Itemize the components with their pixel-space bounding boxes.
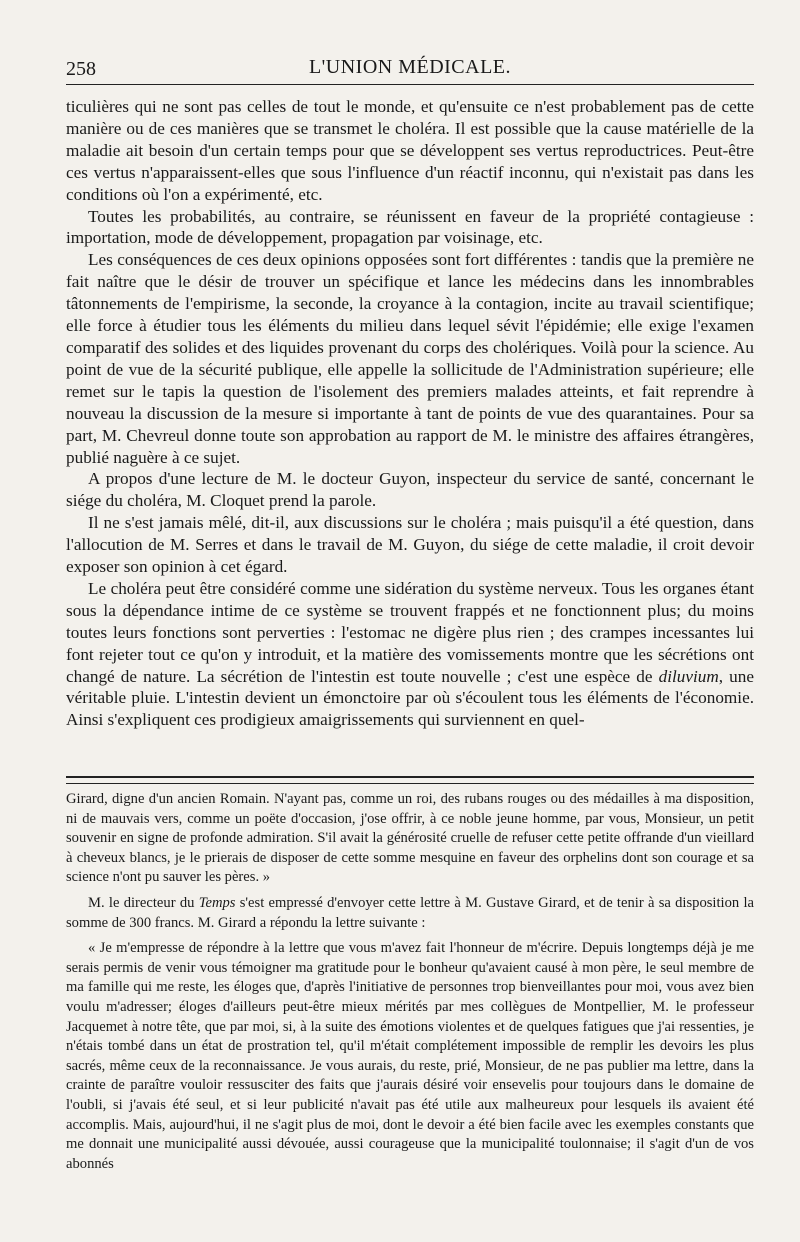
page-number: 258 xyxy=(66,58,96,80)
paragraph: Toutes les probabilités, au contraire, se réunissent en faveur de la propriété contagieuse : importation, mode de développement, propagation par voisinage, etc. xyxy=(66,206,754,248)
footnote-text xyxy=(66,790,754,1174)
header-rule xyxy=(66,84,754,85)
main-text xyxy=(66,96,754,731)
paragraph: A propos d'une lecture de M. le docteur Guyon, inspecteur du service de santé, concernant le siége du choléra, M. Cloquet prend la parole. xyxy=(66,469,754,511)
footnote-paragraph: « Je m'empresse de répondre à la lettre que vous m'avez fait l'honneur de m'écrire. Depuis longtemps déjà je me serais permis de venir vous témoigner ma gratitude pour le bonheur qu'avaient causé à mon père, le seul membre de ma famille qui me reste, les éloges que, d'après l'initiative de personnes trop bienveillantes pour moi, vous avez bien voulu m'adresser; éloges d'ailleurs peut-être mieux mérités par mes collègues de Montpellier, M. le professeur Jacquemet à notre tête, que par moi, si, à la suite des émotions violentes et de quelques fatigues que j'ai ressenties, je n'étais tombé dans un état de prostration tel, qu'il m'était complétement impossible de remplir les devoirs les plus sacrés, même ceux de la reconnaissance. Je vous aurais, du reste, prié, Monsieur, de ne pas publier ma lettre, dans la crainte de paraître vouloir ressusciter des faits que j'aurais désiré voir ensevelis pour toujours dans le domaine de l'oubli, si j'avais été seul, et si leur publicité n'avait pas été utile aux malheureux pour lesquels ils avaient été accomplis. Mais, aujourd'hui, il ne s'agit plus de moi, dont le devoir a été bien facile avec les exemples constants que me donnait une municipalité aussi dévouée, aussi courageuse que la municipalité toulonnaise; il s'agit d'un de vos abonnés xyxy=(66,940,754,1172)
text-run: M. le directeur du xyxy=(88,894,199,911)
paragraph xyxy=(66,578,754,731)
page xyxy=(66,52,754,1172)
text-run: s'est empressé d'envoyer cette lettre à M. Gustave Girard, et de tenir à sa disposition la somme de 300 francs. M. Girard a répondu la lettre suivante : xyxy=(66,894,754,931)
italic-title: Temps xyxy=(198,894,236,911)
footnote-paragraph xyxy=(66,894,754,933)
paragraph: ticulières qui ne sont pas celles de tout le monde, et qu'ensuite ce n'est probablement pas de cette manière ou de ces manières que se transmet le choléra. Il est possible que la cause matérielle de la maladie ait besoin d'un certain temps pour que se développent ses vertus reproductrices. Peut-être ces vertus n'apparaissent-elles que sous l'influence d'un réactif inconnu, qui n'existait pas dans les conditions où l'on a expérimenté, etc. xyxy=(66,97,754,204)
footnote-paragraph: Girard, digne d'un ancien Romain. N'ayant pas, comme un roi, des rubans rouges ou des médailles à ma disposition, ni de mauvais vers, comme un poëte d'occasion, j'ose offrir, à ce noble jeune homme, par vous, Monsieur, un petit souvenir en signe de profonde admiration. S'il avait la générosité cruelle de refuser cette petite offrande d'un vieillard à cheveux blancs, je le prierais de disposer de cette somme mesquine en faveur des orphelins dont son courage et sa science n'ont pu sauver les pères. » xyxy=(66,791,754,886)
paragraph: Les conséquences de ces deux opinions opposées sont fort différentes : tandis que la première ne fait naître que le désir de trouver un spécifique et lance les médecins dans les innombrables tâtonnements de l'empirisme, la seconde, la croyance à la contagion, incite au travail scientifique; elle force à étudier tous les éléments du milieu dans lequel sévit l'épidémie; elle exige l'examen comparatif des solides et des liquides provenant du corps des cholériques. Voilà pour la science. Au point de vue de la sécurité publique, elle appelle la sollicitude de l'Administration supérieure; elle remet sur le tapis la question de l'isolement des premiers malades atteints, et fait reprendre à nouveau la discussion de la mesure si importante à tant de points de vue des quarantaines. Pour sa part, M. Chevreul donne toute son approbation au rapport de M. le ministre des affaires étrangères, publié naguère à ce sujet. xyxy=(66,250,754,467)
page-header xyxy=(66,52,754,82)
paragraph: Il ne s'est jamais mêlé, dit-il, aux discussions sur le choléra ; mais puisqu'il a été question, dans l'allocution de M. Serres et dans le travail de M. Guyon, du siége de cette maladie, il croit devoir exposer son opinion à cet égard. xyxy=(66,513,754,577)
footnote-rule xyxy=(66,776,754,784)
text-run: , une véritable pluie. L'intestin devient un émonctoire par où s'écoulent tous les éléments de l'économie. Ainsi s'expliquent ces prodigieux amaigrissements qui surviennent en quel- xyxy=(66,666,754,730)
italic-term: diluvium xyxy=(658,666,719,686)
text-run: Le choléra peut être considéré comme une sidération du système nerveux. Tous les organes étant sous la dépendance intime de ce système se trouvent frappés et ne fonctionnent plus; du moins toutes leurs fonctions sont perverties : l'estomac ne digère plus rien ; des crampes incessantes lui font rejeter tout ce qu'on y introduit, et la matière des vomissements montre que les sécrétions ont changé de nature. La sécrétion de l'intestin est toute nouvelle ; c'est une espèce de xyxy=(66,578,754,686)
running-title: L'UNION MÉDICALE. xyxy=(308,56,512,78)
